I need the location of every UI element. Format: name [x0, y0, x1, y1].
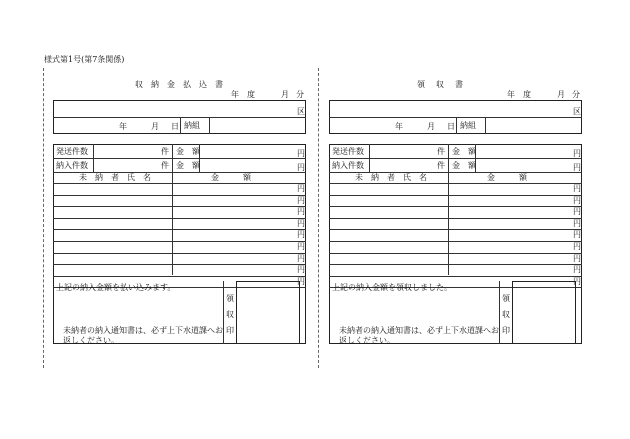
term-label: 分 — [296, 90, 304, 99]
yen-unit: 円 — [573, 184, 581, 193]
form-title: 収納金払込書 — [135, 80, 231, 89]
center-divider — [318, 68, 319, 368]
count-unit: 件 — [437, 161, 445, 170]
column-name: 未納者氏名 — [355, 173, 435, 182]
yen-unit: 円 — [297, 242, 305, 251]
paid-count-label: 納入件数 — [56, 161, 88, 170]
yen-unit: 円 — [297, 149, 305, 158]
rule-line — [329, 241, 582, 242]
rule-line — [448, 144, 449, 172]
yen-unit: 円 — [297, 253, 305, 263]
column-amount: 金 額 — [487, 173, 527, 182]
sent-count-label: 発送件数 — [332, 147, 364, 156]
count-unit: 件 — [437, 147, 445, 156]
rule-line — [329, 158, 582, 159]
rule-line — [172, 144, 173, 172]
date-month: 月 — [427, 122, 435, 131]
seal-box — [236, 281, 300, 344]
date-day: 日 — [171, 122, 179, 131]
rule-line — [53, 183, 306, 184]
seal-char: 領 — [226, 294, 234, 303]
rule-line — [329, 183, 582, 184]
rule-line — [209, 117, 210, 134]
rule-line — [53, 206, 306, 207]
yen-unit: 円 — [573, 149, 581, 158]
seal-char: 収 — [226, 310, 234, 319]
date-month: 月 — [151, 122, 159, 131]
rule-line — [180, 117, 181, 134]
year-label: 年 度 — [507, 90, 531, 99]
rule-line — [456, 117, 457, 134]
yen-unit: 円 — [297, 265, 305, 275]
paid-count-label: 納入件数 — [332, 161, 364, 170]
rule-line — [53, 195, 306, 196]
left-margin-divider — [43, 68, 44, 368]
rule-line — [329, 264, 582, 265]
date-year: 年 — [395, 122, 403, 131]
yen-unit: 円 — [297, 163, 305, 172]
term-label: 分 — [572, 90, 580, 99]
rule-line — [223, 281, 224, 344]
note-line: 未納者の納入通知書は、必ず上下水道課へお返しください。 — [339, 326, 499, 345]
yen-unit: 円 — [573, 265, 581, 275]
yen-unit: 円 — [297, 195, 305, 205]
rule-line — [329, 253, 582, 254]
amount-label: 金 額 — [176, 161, 200, 170]
count-unit: 件 — [161, 161, 169, 170]
yen-unit: 円 — [297, 207, 305, 217]
rule-line — [448, 172, 449, 275]
seal-char: 収 — [502, 310, 510, 319]
yen-unit: 円 — [297, 230, 305, 240]
rule-line — [329, 206, 582, 207]
column-amount: 金 額 — [211, 173, 251, 182]
rule-line — [53, 158, 306, 159]
rule-line — [53, 264, 306, 265]
rule-line — [93, 144, 94, 172]
district-label: 区 — [297, 107, 305, 116]
sent-count-label: 発送件数 — [56, 147, 88, 156]
seal-char: 印 — [502, 326, 510, 335]
rule-line — [53, 276, 306, 277]
rule-line — [53, 218, 306, 219]
yen-unit: 円 — [573, 195, 581, 205]
rule-line — [329, 218, 582, 219]
rule-line — [329, 229, 582, 230]
yen-unit: 円 — [297, 184, 305, 193]
date-year: 年 — [119, 122, 127, 131]
message: 上記の納入金額を領収しました。 — [332, 283, 452, 292]
rule-line — [329, 195, 582, 196]
rule-line — [53, 253, 306, 254]
form-id: 様式第1号(第7条関係) — [44, 55, 125, 64]
date-day: 日 — [447, 122, 455, 131]
seal-char: 印 — [226, 326, 234, 335]
rule-line — [369, 144, 370, 172]
seal-box — [512, 281, 576, 344]
rule-line — [53, 229, 306, 230]
rule-line — [485, 117, 486, 134]
seal-char: 領 — [502, 294, 510, 303]
yen-unit: 円 — [573, 207, 581, 217]
district-label: 区 — [573, 107, 581, 116]
message: 上記の納入金額を払い込みます。 — [56, 283, 176, 292]
amount-label: 金 額 — [176, 147, 200, 156]
yen-unit: 円 — [297, 218, 305, 228]
form-title: 領収書 — [417, 80, 474, 89]
yen-unit: 円 — [297, 276, 305, 286]
amount-label: 金 額 — [452, 147, 476, 156]
yen-unit: 円 — [573, 163, 581, 172]
count-unit: 件 — [161, 147, 169, 156]
detail-label: 納組 — [460, 121, 476, 130]
yen-unit: 円 — [573, 218, 581, 228]
yen-unit: 円 — [573, 253, 581, 263]
note-line: 未納者の納入通知書は、必ず上下水道課へお返しください。 — [63, 326, 223, 345]
month-label: 月 — [281, 90, 289, 99]
yen-unit: 円 — [573, 230, 581, 240]
month-label: 月 — [557, 90, 565, 99]
rule-line — [499, 281, 500, 344]
column-name: 未納者氏名 — [79, 173, 159, 182]
rule-line — [329, 276, 582, 277]
rule-line — [53, 241, 306, 242]
yen-unit: 円 — [573, 242, 581, 251]
detail-label: 納組 — [184, 121, 200, 130]
yen-unit: 円 — [573, 276, 581, 286]
year-label: 年 度 — [231, 90, 255, 99]
rule-line — [172, 172, 173, 275]
amount-label: 金 額 — [452, 161, 476, 170]
